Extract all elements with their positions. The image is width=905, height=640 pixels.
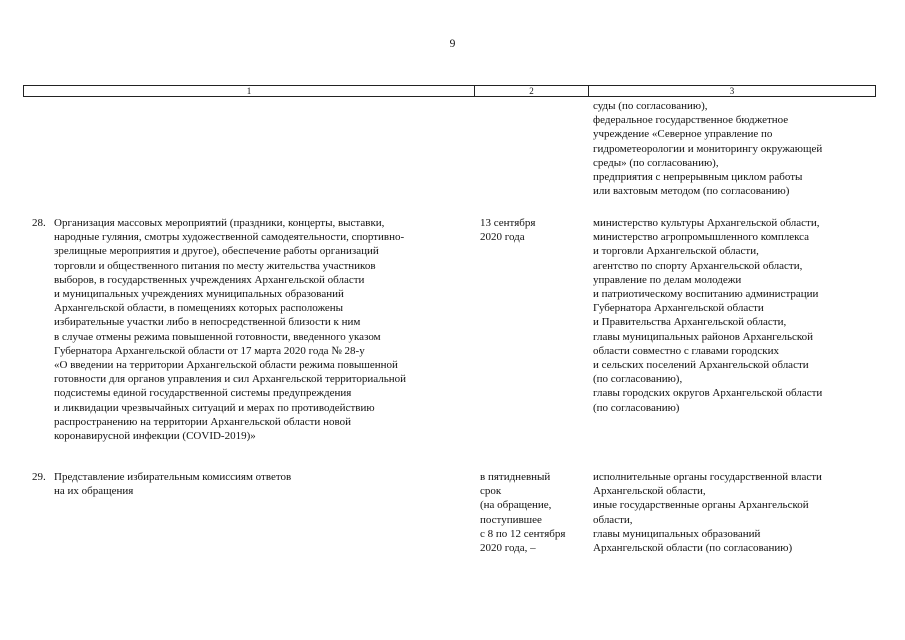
text-line: 2020 года <box>480 231 525 244</box>
text-line: и патриотическому воспитанию администрации <box>593 288 819 301</box>
text-line: федеральное государственное бюджетное <box>593 114 789 127</box>
text-line: торговли и общественного питания по месту жительства участников <box>54 259 376 272</box>
text-line: и торговли Архангельской области, <box>593 245 759 258</box>
text-line: 13 сентября <box>480 217 536 229</box>
text-line: министерство культуры Архангельской области, <box>593 217 820 229</box>
table-header <box>23 85 876 97</box>
text-line: исполнительные органы государственной власти <box>593 471 822 483</box>
row-28-deadline <box>480 216 535 244</box>
text-line: «О введении на территории Архангельской области режима повышенной <box>54 359 398 372</box>
text-line: Архангельской области, в помещениях которых расположены <box>54 302 344 315</box>
text-line: подсистемы единой государственной системы предупреждения <box>54 387 352 400</box>
text-line: главы муниципальных образований <box>593 527 761 540</box>
text-line: и ликвидации чрезвычайных ситуаций и мерах по противодействию <box>54 401 375 414</box>
text-line: Организация массовых мероприятий (праздники, концерты, выставки, <box>54 217 385 229</box>
text-line: и муниципальных учреждениях муниципальных образований <box>54 288 344 301</box>
column-header-3: 3 <box>729 86 735 96</box>
text-line: предприятия с непрерывным циклом работы <box>593 171 803 184</box>
text-line: области, <box>593 513 633 526</box>
text-line: готовности для органов управления и сил Архангельской территориальной <box>54 373 406 386</box>
text-line: Архангельской области (по согласованию) <box>593 542 793 555</box>
text-line: области совместно с главами городских <box>593 344 779 357</box>
text-line: (на обращение, <box>480 499 552 512</box>
text-line: и Правительства Архангельской области, <box>593 316 787 329</box>
text-line: распространению на территории Архангельской области новой <box>54 415 351 428</box>
page-number: 9 <box>449 38 456 50</box>
text-line: гидрометеорологии и мониторингу окружающей <box>593 142 823 155</box>
text-line: учреждение «Северное управление по <box>593 128 773 141</box>
text-line: среды» (по согласованию), <box>593 156 719 169</box>
column-header-2: 2 <box>475 86 589 96</box>
row-29-deadline <box>480 470 565 555</box>
text-line: в случае отмены режима повышенной готовности, введенного указом <box>54 330 381 343</box>
column-header-1: 1 <box>24 86 475 96</box>
text-line: коронавирусной инфекции (COVID-2019)» <box>54 430 256 443</box>
text-line: народные гуляния, смотры художественной самодеятельности, спортивно- <box>54 231 405 244</box>
text-line: Губернатора Архангельской области <box>593 302 764 315</box>
text-line: поступившее <box>480 513 542 526</box>
row-29-activity <box>54 470 291 498</box>
row-28-responsible <box>593 216 822 415</box>
row-number: 28. <box>32 217 46 229</box>
row-number: 29. <box>32 471 46 483</box>
text-line: избирательные участки либо в непосредственной близости к ним <box>54 316 361 329</box>
text-line: главы муниципальных районов Архангельской <box>593 330 814 343</box>
text-line: на их обращения <box>54 485 134 498</box>
text-line: Архангельской области, <box>593 485 706 498</box>
text-line: с 8 по 12 сентября <box>480 527 566 540</box>
text-line: зрелищные мероприятия и другое), обеспечение работы организаций <box>54 245 379 258</box>
row-29-responsible <box>593 470 822 555</box>
row-28-activity <box>54 216 406 443</box>
text-line: иные государственные органы Архангельской <box>593 499 809 512</box>
text-line: министерство агропромышленного комплекса <box>593 231 810 244</box>
text-line: главы городских округов Архангельской области <box>593 387 823 400</box>
text-line: в пятидневный <box>480 471 551 483</box>
text-line: или вахтовым методом (по согласованию) <box>593 185 790 198</box>
text-line: Представление избирательным комиссиям ответов <box>54 471 292 483</box>
text-line: и сельских поселений Архангельской области <box>593 359 809 372</box>
text-line: (по согласованию), <box>593 373 683 386</box>
continuation-responsible <box>593 99 822 198</box>
text-line: срок <box>480 485 502 498</box>
text-line: выборов, в государственных учреждениях Архангельской области <box>54 273 365 286</box>
text-line: (по согласованию) <box>593 401 680 414</box>
text-line: 2020 года, – <box>480 542 536 555</box>
text-line: Губернатора Архангельской области от 17 марта 2020 года № 28-у <box>54 344 365 357</box>
text-line: агентство по спорту Архангельской области, <box>593 259 803 272</box>
text-line: суды (по согласованию), <box>593 100 708 112</box>
text-line: управление по делам молодежи <box>593 273 742 286</box>
